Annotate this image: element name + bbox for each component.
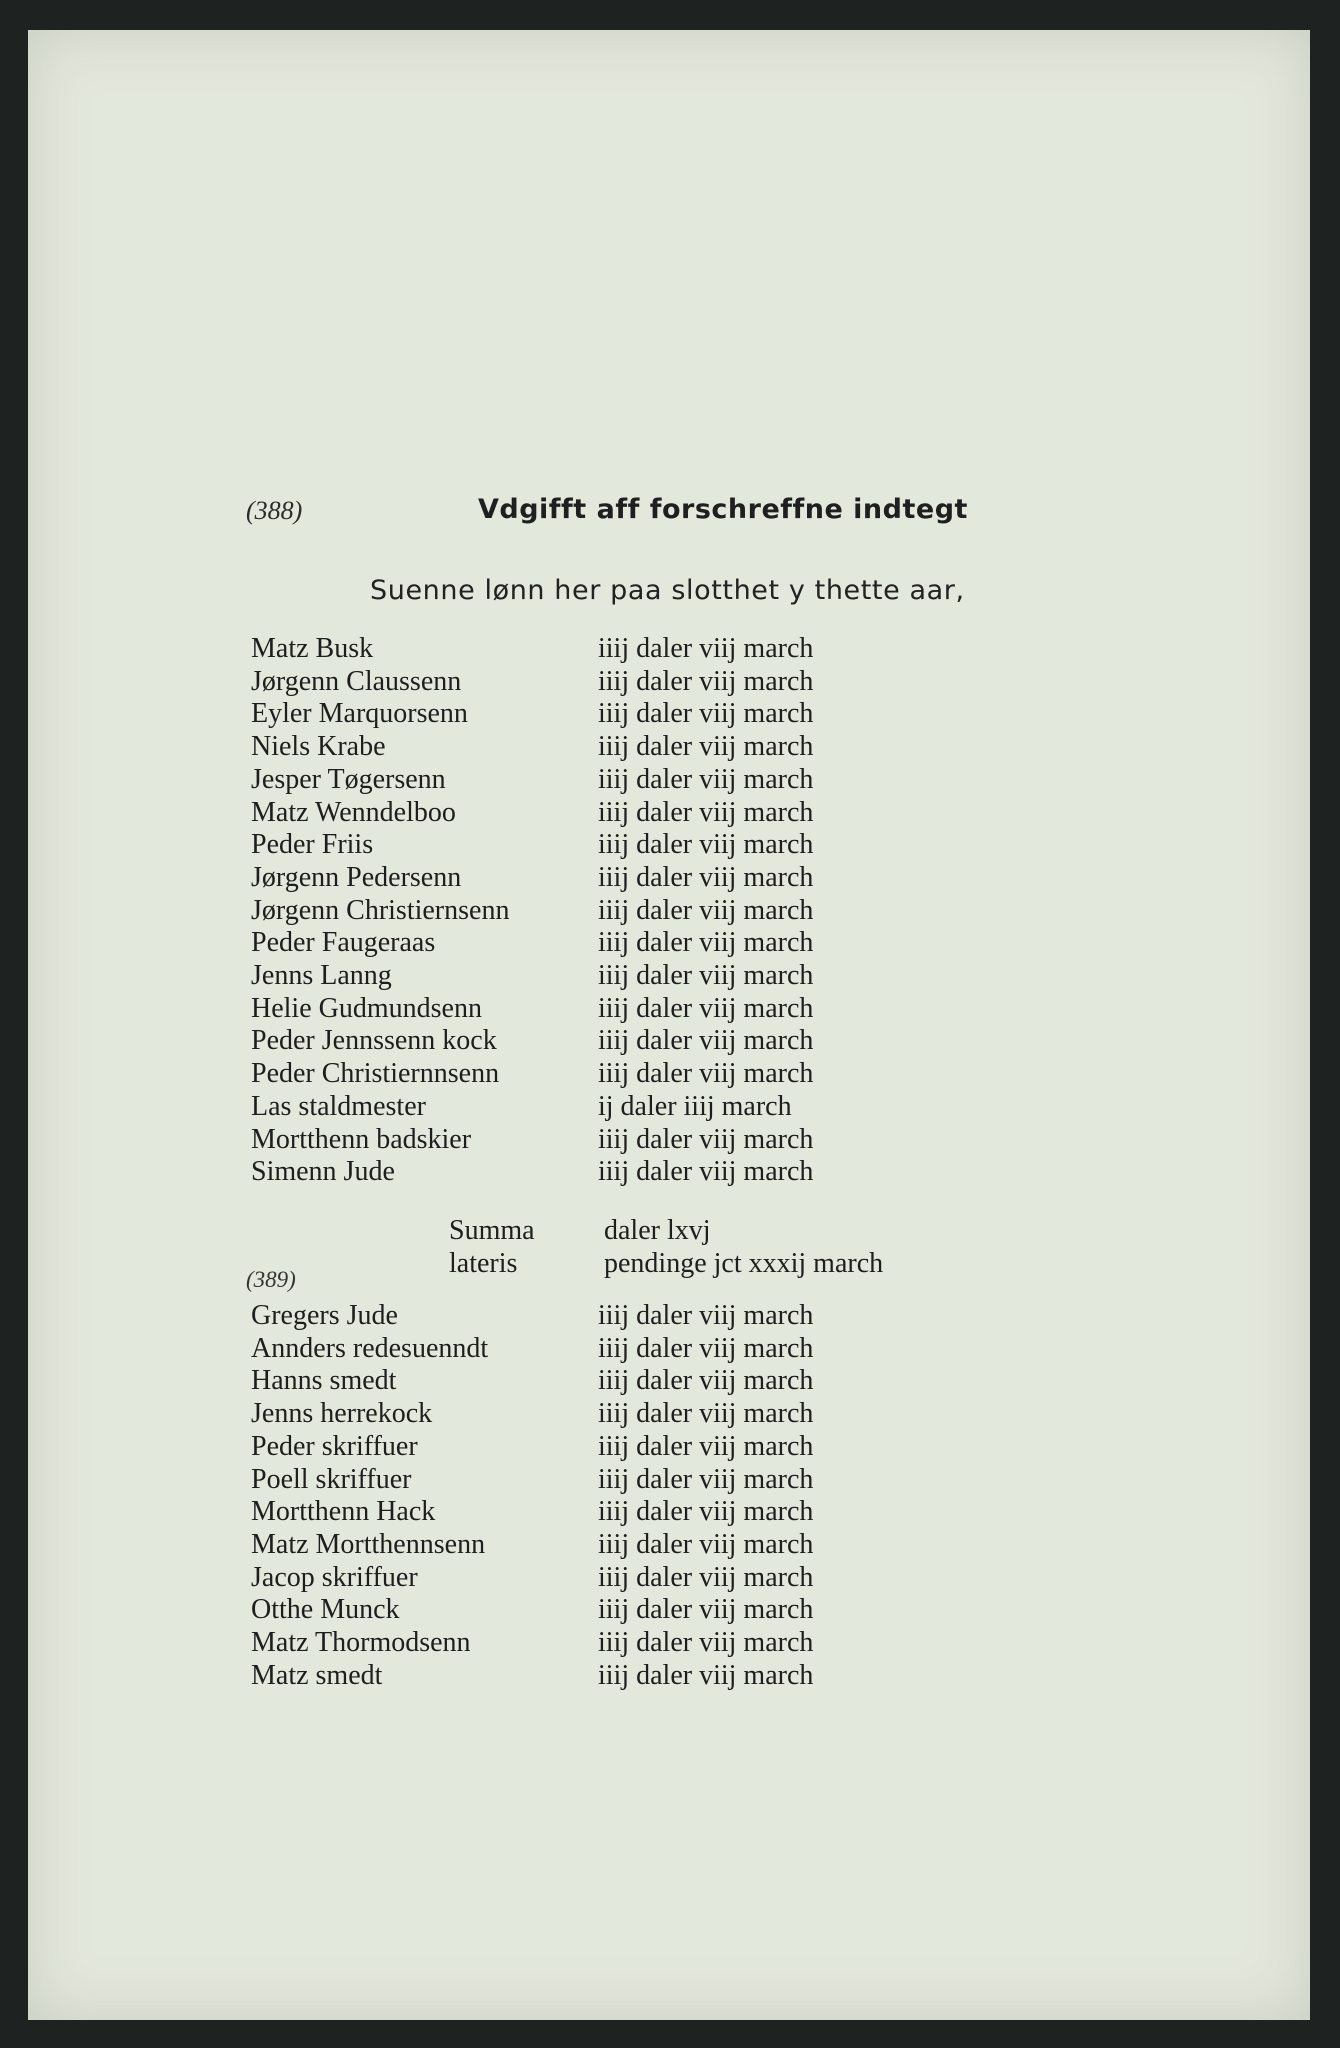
entry-name: Hanns smedt — [251, 1365, 397, 1397]
entry-amount: iiij daler viij march — [598, 665, 814, 697]
entry-name: Gregers Jude — [251, 1300, 398, 1331]
entry-amount: iiij daler viij march — [598, 829, 814, 861]
lateris-label: lateris — [449, 1248, 518, 1279]
entry-amount: iiij daler viij march — [598, 1025, 814, 1057]
entry-amount: iiij daler viij march — [598, 1659, 814, 1691]
entry-name: Niels Krabe — [251, 731, 386, 763]
document-page — [28, 30, 1310, 2020]
entry-name: Otthe Munck — [251, 1594, 400, 1626]
entry-amount: iiij daler viij march — [598, 731, 814, 763]
entry-name: Jesper Tøgersenn — [251, 763, 446, 795]
entry-amount: iiij daler viij march — [598, 796, 814, 828]
entry-name: Jacop skriffuer — [251, 1561, 418, 1593]
entry-name: Peder Jennssenn kock — [251, 1025, 497, 1057]
entry-amount: iiij daler viij march — [598, 1430, 814, 1462]
entry-amount: iiij daler viij march — [598, 1123, 814, 1155]
entry-amount: iiij daler viij march — [598, 1332, 814, 1364]
entry-name: Peder skriffuer — [251, 1430, 418, 1462]
entry-name: Peder Christiernnsenn — [251, 1058, 500, 1090]
summa-label: Summa — [449, 1215, 535, 1246]
entry-name: Matz Mortthennsenn — [251, 1528, 486, 1560]
entry-name: Jenns Lanng — [251, 960, 392, 991]
entry-amount: iiij daler viij march — [598, 894, 814, 926]
entry-amount: ij daler iiij march — [598, 1090, 792, 1122]
entry-amount: iiij daler viij march — [598, 1463, 814, 1495]
entry-amount: iiij daler viij march — [598, 1528, 814, 1560]
entry-name: Poell skriffuer — [251, 1463, 412, 1495]
entry-amount: iiij daler viij march — [598, 698, 814, 730]
entry-amount: iiij daler viij march — [598, 960, 814, 991]
entry-amount: iiij daler viij march — [598, 1365, 814, 1397]
entry-amount: iiij daler viij march — [598, 763, 814, 795]
entry-name: Matz Wenndelboo — [251, 796, 456, 828]
entry-name: Eyler Marquorsenn — [251, 698, 468, 730]
entry-amount: iiij daler viij march — [598, 1496, 814, 1528]
entry-amount: iiij daler viij march — [598, 927, 814, 959]
entry-amount: iiij daler viij march — [598, 1398, 814, 1430]
page-number: (388) — [246, 496, 303, 525]
entry-name: Helie Gudmundsenn — [251, 992, 482, 1024]
summa-value: daler lxvj — [604, 1215, 711, 1246]
entry-name: Mortthenn Hack — [251, 1496, 436, 1528]
entry-name: Peder Friis — [251, 829, 374, 861]
entry-name: Las staldmester — [251, 1090, 426, 1122]
entry-amount: iiij daler viij march — [598, 861, 814, 893]
page-title: Vdgifft aff forschreffne indtegt — [478, 494, 968, 525]
entry-name: Annders redesuenndt — [251, 1332, 489, 1364]
entry-name: Jenns herrekock — [251, 1398, 433, 1430]
entry-name: Matz Busk — [251, 633, 374, 664]
sub-page-number: (389) — [246, 1267, 296, 1292]
entry-name: Matz Thormodsenn — [251, 1627, 471, 1658]
entry-name: Jørgenn Pedersenn — [251, 861, 462, 893]
entry-amount: iiij daler viij march — [598, 1594, 814, 1626]
entry-amount: iiij daler viij march — [598, 1156, 814, 1188]
entry-name: Matz smedt — [251, 1659, 383, 1691]
entry-name: Jørgenn Claussenn — [251, 665, 462, 697]
entry-name: Mortthenn badskier — [251, 1123, 472, 1155]
entry-amount: iiij daler viij march — [598, 1300, 814, 1331]
entry-amount: iiij daler viij march — [598, 1561, 814, 1593]
entry-name: Jørgenn Christiernsenn — [251, 894, 510, 926]
entry-name: Simenn Jude — [251, 1156, 395, 1188]
section-title: Suenne lønn her paa slotthet y thette aar, — [370, 575, 965, 606]
entry-name: Peder Faugeraas — [251, 927, 436, 959]
entry-amount: iiij daler viij march — [598, 633, 814, 664]
lateris-value: pendinge jct xxxij march — [604, 1248, 884, 1279]
entry-amount: iiij daler viij march — [598, 992, 814, 1024]
entry-amount: iiij daler viij march — [598, 1058, 814, 1090]
entry-amount: iiij daler viij march — [598, 1627, 814, 1658]
